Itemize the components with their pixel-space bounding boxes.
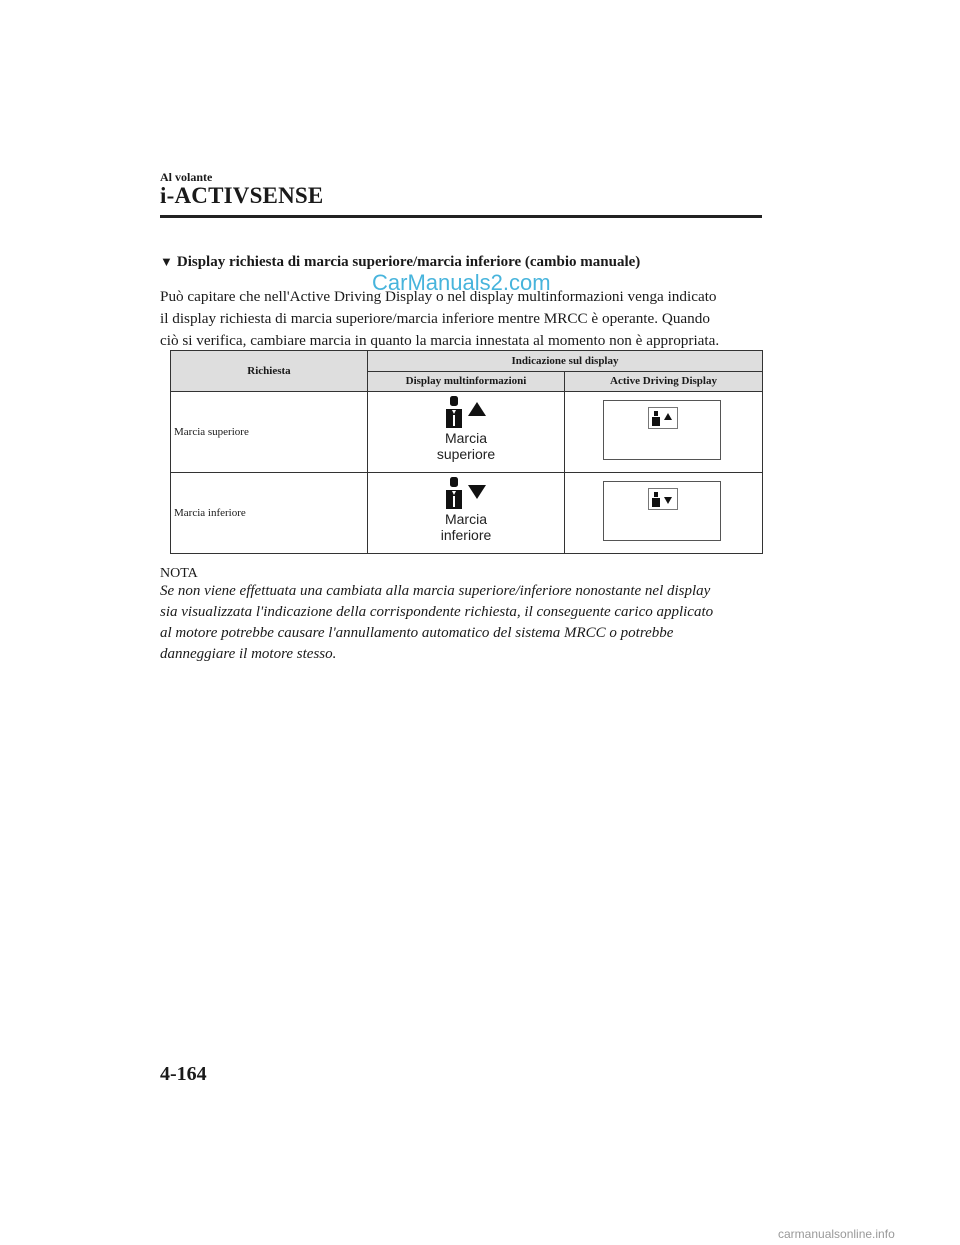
header-request: Richiesta	[171, 351, 368, 392]
active-display-frame	[603, 400, 721, 460]
driver-down-small-icon	[648, 488, 678, 510]
request-label: Marcia superiore	[171, 392, 368, 473]
subsection-heading-text: Display richiesta di marcia superiore/marcia inferiore (cambio manuale)	[176, 254, 641, 270]
multi-display-line2: superiore	[436, 446, 496, 462]
gear-request-table	[170, 350, 763, 554]
note-line: sia visualizzata l'indicazione della corrispondente richiesta, il conseguente carico applicato	[160, 604, 714, 620]
arrow-down-icon	[468, 485, 486, 499]
request-label: Marcia inferiore	[171, 473, 368, 554]
triangle-marker-icon: ▼	[160, 254, 173, 269]
header-indication: Indicazione sul display	[368, 351, 763, 372]
arrow-up-icon	[468, 402, 486, 416]
body-line: Può capitare che nell'Active Driving Display o nel display multinformazioni venga indicato	[160, 288, 717, 305]
multi-display-text	[368, 430, 564, 462]
multi-display-text	[368, 511, 564, 543]
subsection-heading	[160, 254, 640, 271]
multi-display-cell	[368, 392, 565, 473]
multi-display-line1: Marcia	[444, 511, 487, 527]
watermark: CarManuals2.com	[372, 270, 551, 295]
section-label: Al volante	[160, 170, 213, 184]
header-active-driving-display: Active Driving Display	[565, 371, 763, 392]
driver-up-small-icon	[648, 407, 678, 429]
note-line: al motore potrebbe causare l'annullamento automatico del sistema MRCC o potrebbe	[160, 625, 674, 641]
body-paragraph	[160, 286, 765, 352]
table-row	[171, 473, 763, 554]
driver-icon	[446, 477, 462, 509]
note-line: Se non viene effettuata una cambiata alla marcia superiore/inferiore nonostante nel display	[160, 583, 711, 599]
note-title: NOTA	[160, 566, 198, 581]
driver-icon	[446, 396, 462, 428]
page-number: 4-164	[160, 1063, 207, 1085]
multi-display-cell	[368, 473, 565, 554]
body-line: ciò si verifica, cambiare marcia in quanto la marcia innestata al momento non è appropriata.	[160, 332, 720, 349]
header-rule	[160, 215, 762, 218]
multi-display-line1: Marcia	[444, 430, 487, 446]
active-display-cell	[565, 473, 763, 554]
note-line: danneggiare il motore stesso.	[160, 646, 337, 662]
note-text	[160, 581, 770, 665]
section-title: i-ACTIVSENSE	[160, 183, 324, 208]
driver-up-icon	[444, 396, 490, 430]
active-display-cell	[565, 392, 763, 473]
header-multi-display: Display multinformazioni	[368, 371, 565, 392]
active-display-frame	[603, 481, 721, 541]
body-line: il display richiesta di marcia superiore/marcia inferiore mentre MRCC è operante. Quando	[160, 310, 710, 327]
multi-display-line2: inferiore	[440, 527, 492, 543]
footer-site: carmanualsonline.info	[778, 1227, 895, 1241]
table-row	[171, 392, 763, 473]
driver-down-icon	[444, 477, 490, 511]
